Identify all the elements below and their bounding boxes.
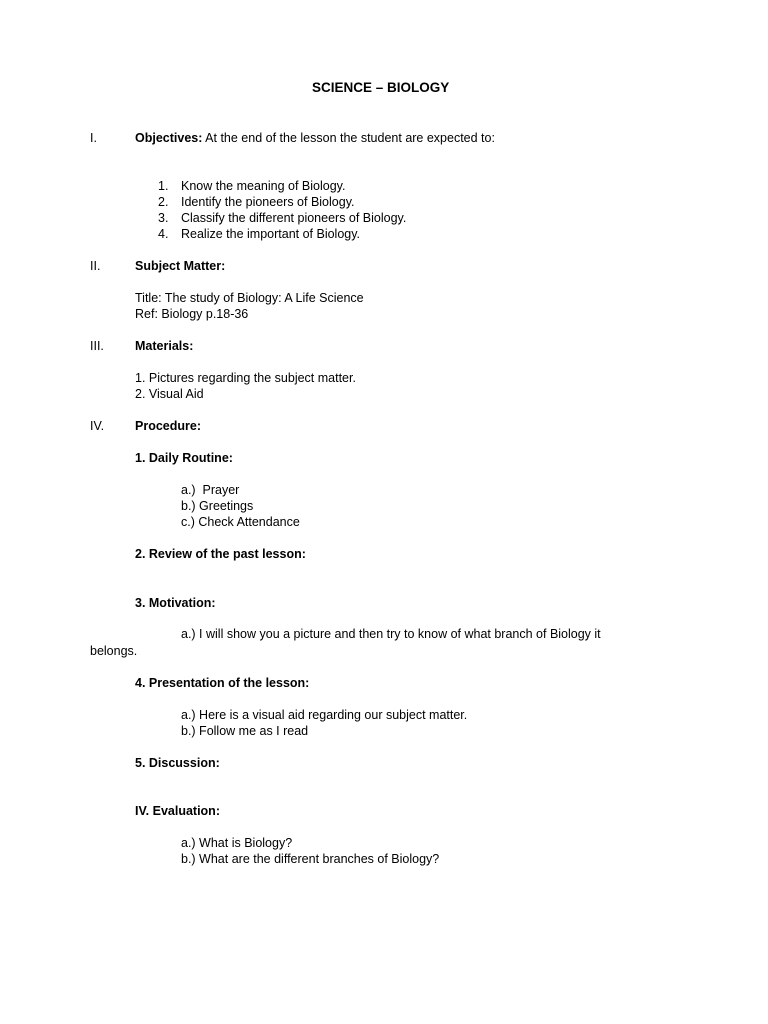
- document-title: SCIENCE – BIOLOGY: [312, 80, 450, 95]
- objective-number: 2.: [158, 195, 169, 209]
- materials-item: 2. Visual Aid: [135, 387, 204, 401]
- presentation-heading: 4. Presentation of the lesson:: [135, 676, 310, 690]
- discussion-heading: 5. Discussion:: [135, 756, 220, 770]
- subject-title-line: Title: The study of Biology: A Life Science: [135, 291, 364, 305]
- objective-item: Realize the important of Biology.: [181, 227, 361, 241]
- materials-numeral: III.: [90, 339, 104, 353]
- objective-item: Know the meaning of Biology.: [181, 179, 346, 193]
- daily-routine-item: a.) Prayer: [181, 483, 240, 497]
- materials-heading: Materials:: [135, 339, 194, 353]
- objective-number: 1.: [158, 179, 169, 193]
- materials-item: 1. Pictures regarding the subject matter.: [135, 371, 356, 385]
- procedure-numeral: IV.: [90, 419, 105, 433]
- evaluation-item: b.) What are the different branches of Biology?: [181, 852, 440, 866]
- objectives-heading: Objectives:: [135, 131, 203, 145]
- objective-item: Classify the different pioneers of Biology.: [181, 211, 407, 225]
- objective-number: 4.: [158, 227, 169, 241]
- objectives-line: [135, 130, 495, 146]
- evaluation-item: a.) What is Biology?: [181, 836, 293, 850]
- presentation-item: a.) Here is a visual aid regarding our subject matter.: [181, 708, 468, 722]
- daily-routine-heading: 1. Daily Routine:: [135, 451, 233, 465]
- procedure-heading: Procedure:: [135, 419, 201, 433]
- objectives-numeral: I.: [90, 131, 97, 145]
- motivation-line: a.) I will show you a picture and then try to know of what branch of Biology it: [181, 627, 601, 641]
- evaluation-heading: IV. Evaluation:: [135, 804, 220, 818]
- objectives-intro: At the end of the lesson the student are expected to:: [202, 131, 495, 145]
- motivation-line-continued: belongs.: [90, 644, 138, 658]
- daily-routine-item: b.) Greetings: [181, 499, 254, 513]
- motivation-heading: 3. Motivation:: [135, 596, 216, 610]
- objective-number: 3.: [158, 211, 169, 225]
- subject-ref-line: Ref: Biology p.18-36: [135, 307, 249, 321]
- review-heading: 2. Review of the past lesson:: [135, 547, 306, 561]
- presentation-item: b.) Follow me as I read: [181, 724, 309, 738]
- subject-matter-numeral: II.: [90, 259, 101, 273]
- objective-item: Identify the pioneers of Biology.: [181, 195, 355, 209]
- subject-matter-heading: Subject Matter:: [135, 259, 226, 273]
- daily-routine-item: c.) Check Attendance: [181, 515, 300, 529]
